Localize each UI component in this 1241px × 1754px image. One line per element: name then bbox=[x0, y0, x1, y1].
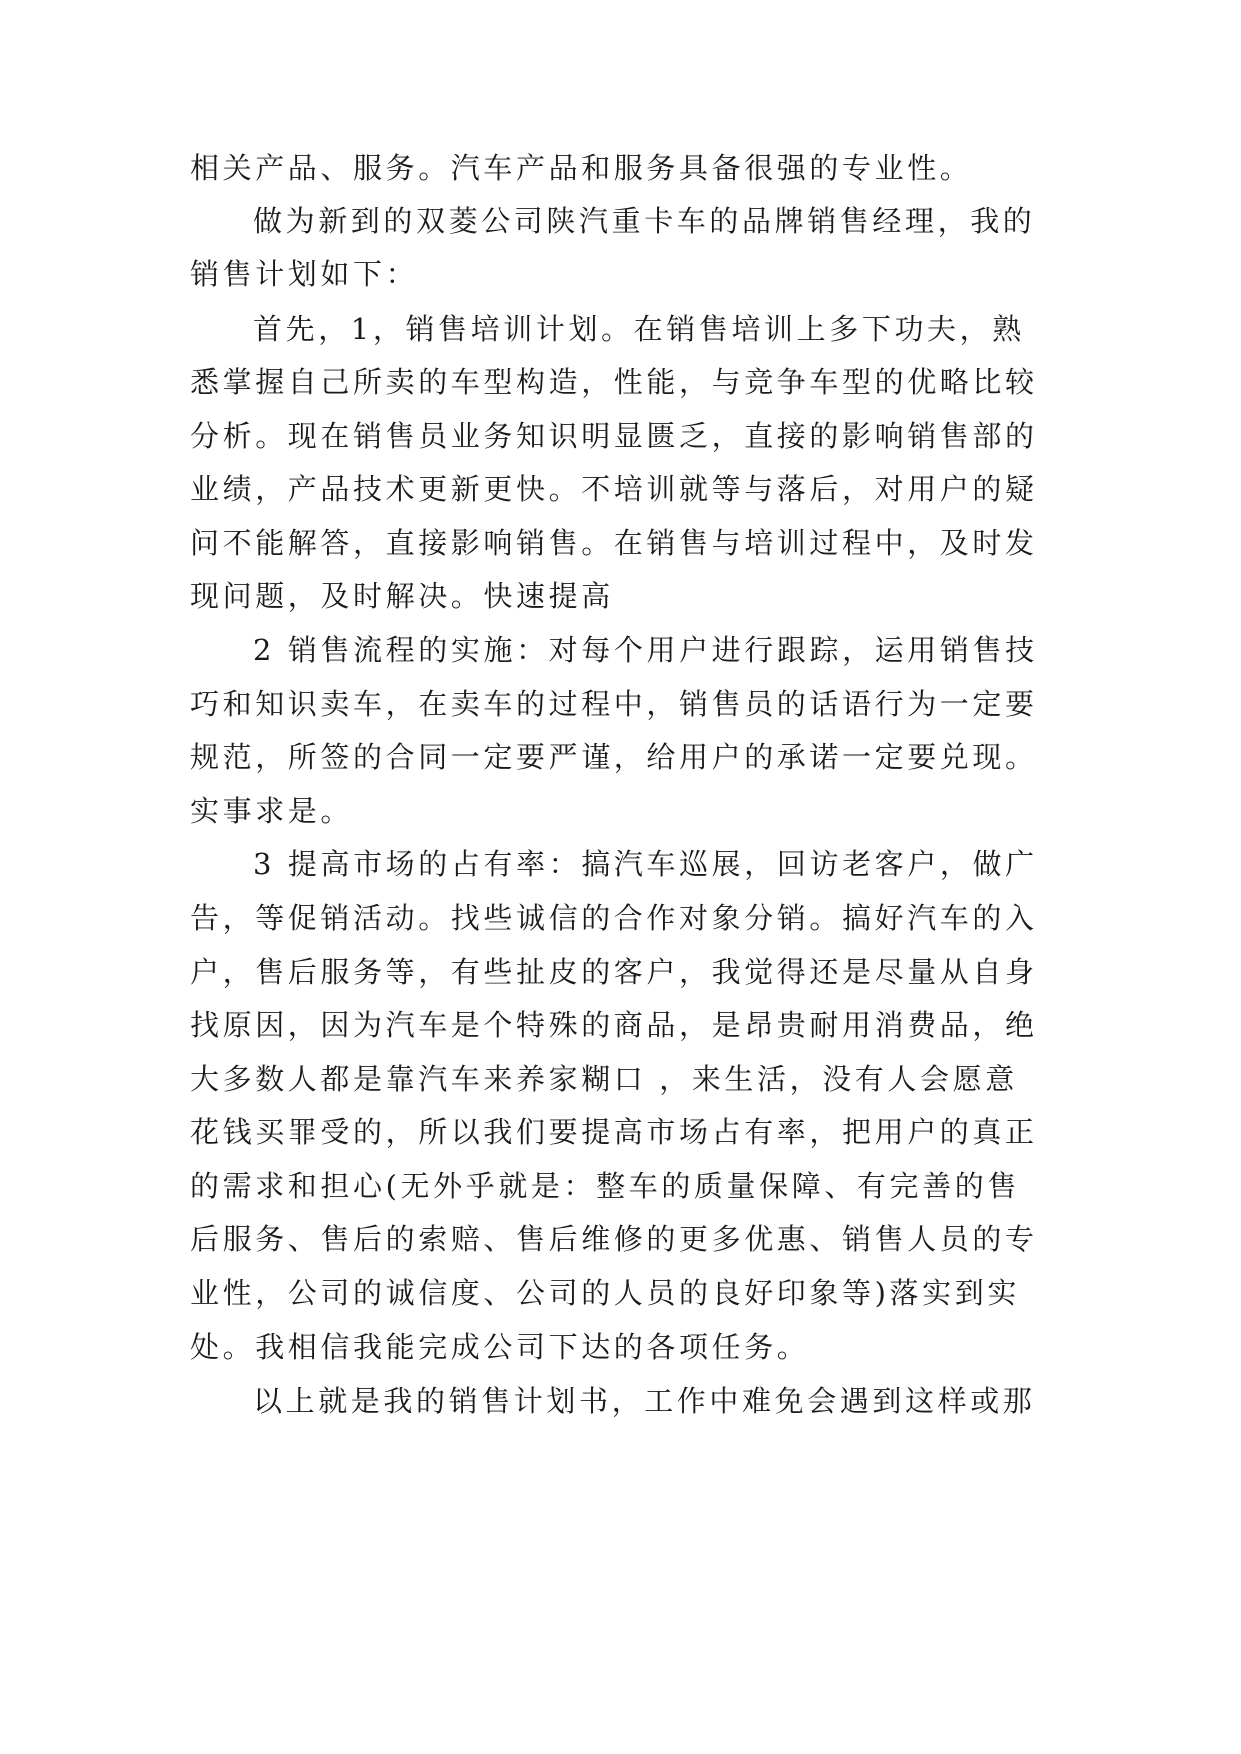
paragraph-start: 做为新到的双菱公司陕汽重卡车的品牌销售经理，我的 bbox=[253, 204, 1036, 238]
text-line: 分析。现在销售员业务知识明显匮乏，直接的影响销售部的 bbox=[190, 419, 1038, 453]
text-line: 大多数人都是靠汽车来养家糊口 ，来生活，没有人会愿意 bbox=[190, 1062, 1018, 1096]
text-line: 业性，公司的诚信度、公司的人员的良好印象等)落实到实 bbox=[190, 1276, 1020, 1310]
text-line: 业绩，产品技术更新更快。不培训就等与落后，对用户的疑 bbox=[190, 472, 1038, 506]
text-line: 的需求和担心(无外乎就是：整车的质量保障、有完善的售 bbox=[190, 1169, 1020, 1203]
text-line: 实事求是。 bbox=[190, 794, 354, 828]
text-line: 户，售后服务等，有些扯皮的客户，我觉得还是尽量从自身 bbox=[190, 955, 1038, 989]
text-line: 规范，所签的合同一定要严谨，给用户的承诺一定要兑现。 bbox=[190, 740, 1038, 774]
paragraph-start: 以上就是我的销售计划书，工作中难免会遇到这样或那 bbox=[253, 1384, 1036, 1418]
text-line: 找原因，因为汽车是个特殊的商品，是昂贵耐用消费品，绝 bbox=[190, 1008, 1038, 1042]
paragraph-start: 2 销售流程的实施：对每个用户进行跟踪，运用销售技 bbox=[253, 633, 1038, 667]
text-line: 现问题，及时解决。快速提高 bbox=[190, 579, 614, 613]
text-line: 告，等促销活动。找些诚信的合作对象分销。搞好汽车的入 bbox=[190, 901, 1038, 935]
text-line: 悉掌握自己所卖的车型构造，性能，与竞争车型的优略比较 bbox=[190, 365, 1038, 399]
paragraph-start: 首先，1，销售培训计划。在销售培训上多下功夫，熟 bbox=[253, 312, 1025, 346]
text-line: 花钱买罪受的，所以我们要提高市场占有率，把用户的真正 bbox=[190, 1115, 1038, 1149]
text-line: 处。我相信我能完成公司下达的各项任务。 bbox=[190, 1330, 810, 1364]
paragraph-start: 3 提高市场的占有率：搞汽车巡展，回访老客户，做广 bbox=[253, 847, 1038, 881]
text-line: 后服务、售后的索赔、售后维修的更多优惠、销售人员的专 bbox=[190, 1222, 1038, 1256]
text-line: 相关产品、服务。汽车产品和服务具备很强的专业性。 bbox=[190, 151, 973, 185]
text-line: 巧和知识卖车，在卖车的过程中，销售员的话语行为一定要 bbox=[190, 687, 1038, 721]
text-line: 销售计划如下： bbox=[190, 257, 419, 291]
text-line: 问不能解答，直接影响销售。在销售与培训过程中，及时发 bbox=[190, 526, 1038, 560]
